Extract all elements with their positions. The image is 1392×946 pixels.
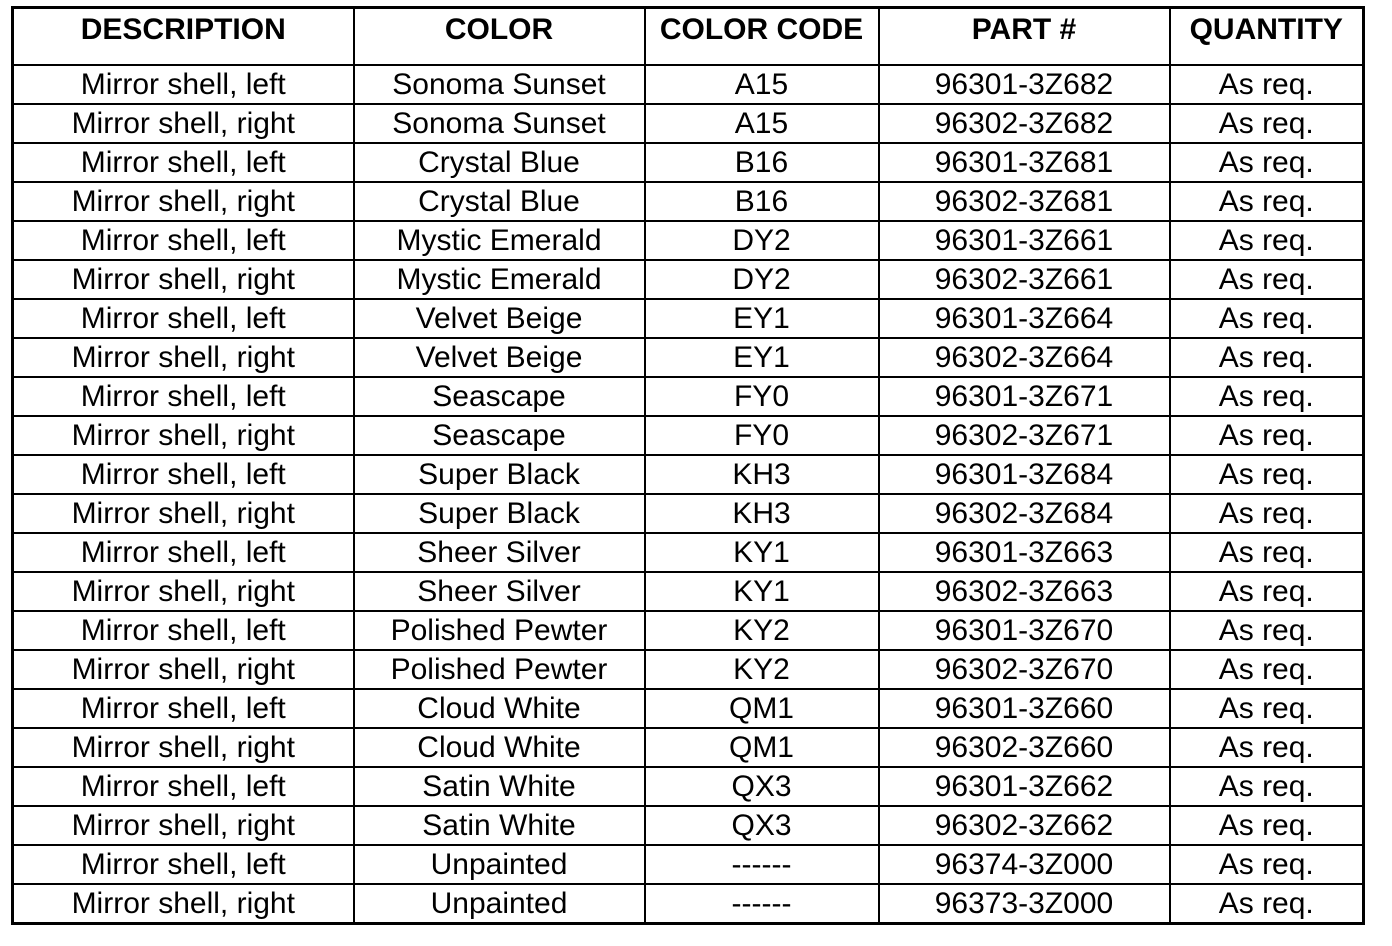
cell-color-code: ------ bbox=[645, 884, 879, 924]
cell-color-code: DY2 bbox=[645, 260, 879, 299]
cell-part-number: 96301-3Z671 bbox=[879, 377, 1170, 416]
cell-color: Polished Pewter bbox=[354, 611, 645, 650]
table-row bbox=[13, 728, 1364, 767]
table-row bbox=[13, 182, 1364, 221]
header-description: DESCRIPTION bbox=[13, 8, 354, 66]
cell-part-number: 96302-3Z660 bbox=[879, 728, 1170, 767]
cell-part-number: 96302-3Z663 bbox=[879, 572, 1170, 611]
cell-quantity: As req. bbox=[1170, 338, 1364, 377]
cell-quantity: As req. bbox=[1170, 845, 1364, 884]
table-row bbox=[13, 767, 1364, 806]
parts-table bbox=[11, 6, 1365, 925]
header-row bbox=[13, 8, 1364, 66]
cell-color: Cloud White bbox=[354, 728, 645, 767]
cell-part-number: 96302-3Z671 bbox=[879, 416, 1170, 455]
cell-part-number: 96301-3Z681 bbox=[879, 143, 1170, 182]
header-quantity: QUANTITY bbox=[1170, 8, 1364, 66]
table-row bbox=[13, 65, 1364, 104]
cell-color-code: A15 bbox=[645, 104, 879, 143]
cell-color: Sonoma Sunset bbox=[354, 65, 645, 104]
table-row bbox=[13, 377, 1364, 416]
header-color-code: COLOR CODE bbox=[645, 8, 879, 66]
cell-part-number: 96301-3Z684 bbox=[879, 455, 1170, 494]
cell-description: Mirror shell, left bbox=[13, 611, 354, 650]
cell-quantity: As req. bbox=[1170, 104, 1364, 143]
cell-part-number: 96301-3Z661 bbox=[879, 221, 1170, 260]
cell-description: Mirror shell, left bbox=[13, 689, 354, 728]
cell-part-number: 96301-3Z682 bbox=[879, 65, 1170, 104]
cell-quantity: As req. bbox=[1170, 728, 1364, 767]
cell-description: Mirror shell, right bbox=[13, 104, 354, 143]
cell-description: Mirror shell, right bbox=[13, 494, 354, 533]
table-row bbox=[13, 494, 1364, 533]
cell-part-number: 96302-3Z661 bbox=[879, 260, 1170, 299]
cell-color: Seascape bbox=[354, 416, 645, 455]
cell-description: Mirror shell, left bbox=[13, 455, 354, 494]
cell-color: Sheer Silver bbox=[354, 572, 645, 611]
cell-color: Super Black bbox=[354, 494, 645, 533]
cell-description: Mirror shell, right bbox=[13, 728, 354, 767]
cell-quantity: As req. bbox=[1170, 494, 1364, 533]
cell-part-number: 96373-3Z000 bbox=[879, 884, 1170, 924]
cell-color-code: B16 bbox=[645, 143, 879, 182]
table-body bbox=[13, 65, 1364, 924]
cell-description: Mirror shell, left bbox=[13, 299, 354, 338]
cell-color-code: KY2 bbox=[645, 650, 879, 689]
cell-part-number: 96302-3Z682 bbox=[879, 104, 1170, 143]
cell-part-number: 96374-3Z000 bbox=[879, 845, 1170, 884]
cell-color-code: FY0 bbox=[645, 377, 879, 416]
cell-color-code: KY2 bbox=[645, 611, 879, 650]
header-color: COLOR bbox=[354, 8, 645, 66]
table-row bbox=[13, 260, 1364, 299]
cell-quantity: As req. bbox=[1170, 689, 1364, 728]
cell-quantity: As req. bbox=[1170, 377, 1364, 416]
cell-quantity: As req. bbox=[1170, 455, 1364, 494]
cell-color-code: ------ bbox=[645, 845, 879, 884]
cell-color: Unpainted bbox=[354, 884, 645, 924]
table-row bbox=[13, 689, 1364, 728]
cell-color: Cloud White bbox=[354, 689, 645, 728]
cell-quantity: As req. bbox=[1170, 806, 1364, 845]
cell-color: Seascape bbox=[354, 377, 645, 416]
cell-color: Sonoma Sunset bbox=[354, 104, 645, 143]
cell-description: Mirror shell, right bbox=[13, 338, 354, 377]
cell-quantity: As req. bbox=[1170, 572, 1364, 611]
cell-part-number: 96302-3Z662 bbox=[879, 806, 1170, 845]
cell-part-number: 96301-3Z663 bbox=[879, 533, 1170, 572]
cell-color-code: QM1 bbox=[645, 728, 879, 767]
table-row bbox=[13, 416, 1364, 455]
cell-quantity: As req. bbox=[1170, 884, 1364, 924]
table-row bbox=[13, 845, 1364, 884]
table-row bbox=[13, 143, 1364, 182]
cell-quantity: As req. bbox=[1170, 260, 1364, 299]
cell-part-number: 96301-3Z664 bbox=[879, 299, 1170, 338]
cell-description: Mirror shell, left bbox=[13, 767, 354, 806]
cell-description: Mirror shell, right bbox=[13, 182, 354, 221]
cell-description: Mirror shell, right bbox=[13, 650, 354, 689]
cell-quantity: As req. bbox=[1170, 221, 1364, 260]
cell-description: Mirror shell, right bbox=[13, 884, 354, 924]
cell-quantity: As req. bbox=[1170, 65, 1364, 104]
cell-color: Crystal Blue bbox=[354, 182, 645, 221]
cell-color-code: FY0 bbox=[645, 416, 879, 455]
cell-color: Satin White bbox=[354, 767, 645, 806]
cell-description: Mirror shell, left bbox=[13, 533, 354, 572]
cell-color-code: EY1 bbox=[645, 299, 879, 338]
cell-description: Mirror shell, left bbox=[13, 65, 354, 104]
cell-description: Mirror shell, left bbox=[13, 221, 354, 260]
cell-color-code: QX3 bbox=[645, 806, 879, 845]
cell-color: Sheer Silver bbox=[354, 533, 645, 572]
cell-color: Polished Pewter bbox=[354, 650, 645, 689]
table-row bbox=[13, 299, 1364, 338]
table-row bbox=[13, 533, 1364, 572]
table-row bbox=[13, 221, 1364, 260]
table-header bbox=[13, 8, 1364, 66]
cell-description: Mirror shell, right bbox=[13, 416, 354, 455]
cell-part-number: 96302-3Z664 bbox=[879, 338, 1170, 377]
cell-color-code: KY1 bbox=[645, 572, 879, 611]
cell-part-number: 96302-3Z681 bbox=[879, 182, 1170, 221]
cell-quantity: As req. bbox=[1170, 143, 1364, 182]
cell-color: Unpainted bbox=[354, 845, 645, 884]
cell-color: Mystic Emerald bbox=[354, 221, 645, 260]
cell-color: Super Black bbox=[354, 455, 645, 494]
table-row bbox=[13, 455, 1364, 494]
table-row bbox=[13, 806, 1364, 845]
cell-quantity: As req. bbox=[1170, 650, 1364, 689]
cell-description: Mirror shell, left bbox=[13, 845, 354, 884]
table-row bbox=[13, 611, 1364, 650]
cell-part-number: 96302-3Z670 bbox=[879, 650, 1170, 689]
cell-color: Satin White bbox=[354, 806, 645, 845]
cell-quantity: As req. bbox=[1170, 299, 1364, 338]
table-row bbox=[13, 338, 1364, 377]
table-row bbox=[13, 650, 1364, 689]
cell-color: Velvet Beige bbox=[354, 299, 645, 338]
cell-color-code: KH3 bbox=[645, 494, 879, 533]
cell-color-code: A15 bbox=[645, 65, 879, 104]
table-row bbox=[13, 884, 1364, 924]
cell-description: Mirror shell, left bbox=[13, 377, 354, 416]
cell-color: Velvet Beige bbox=[354, 338, 645, 377]
cell-color-code: KH3 bbox=[645, 455, 879, 494]
cell-color-code: EY1 bbox=[645, 338, 879, 377]
cell-quantity: As req. bbox=[1170, 533, 1364, 572]
cell-part-number: 96302-3Z684 bbox=[879, 494, 1170, 533]
cell-color-code: B16 bbox=[645, 182, 879, 221]
cell-color: Mystic Emerald bbox=[354, 260, 645, 299]
cell-quantity: As req. bbox=[1170, 182, 1364, 221]
cell-quantity: As req. bbox=[1170, 416, 1364, 455]
cell-color-code: QM1 bbox=[645, 689, 879, 728]
table-row bbox=[13, 104, 1364, 143]
header-part-number: PART # bbox=[879, 8, 1170, 66]
cell-color-code: QX3 bbox=[645, 767, 879, 806]
cell-color: Crystal Blue bbox=[354, 143, 645, 182]
cell-quantity: As req. bbox=[1170, 611, 1364, 650]
cell-description: Mirror shell, right bbox=[13, 572, 354, 611]
cell-part-number: 96301-3Z660 bbox=[879, 689, 1170, 728]
cell-description: Mirror shell, right bbox=[13, 806, 354, 845]
cell-part-number: 96301-3Z670 bbox=[879, 611, 1170, 650]
cell-part-number: 96301-3Z662 bbox=[879, 767, 1170, 806]
cell-color-code: DY2 bbox=[645, 221, 879, 260]
cell-color-code: KY1 bbox=[645, 533, 879, 572]
cell-quantity: As req. bbox=[1170, 767, 1364, 806]
table-row bbox=[13, 572, 1364, 611]
cell-description: Mirror shell, left bbox=[13, 143, 354, 182]
cell-description: Mirror shell, right bbox=[13, 260, 354, 299]
